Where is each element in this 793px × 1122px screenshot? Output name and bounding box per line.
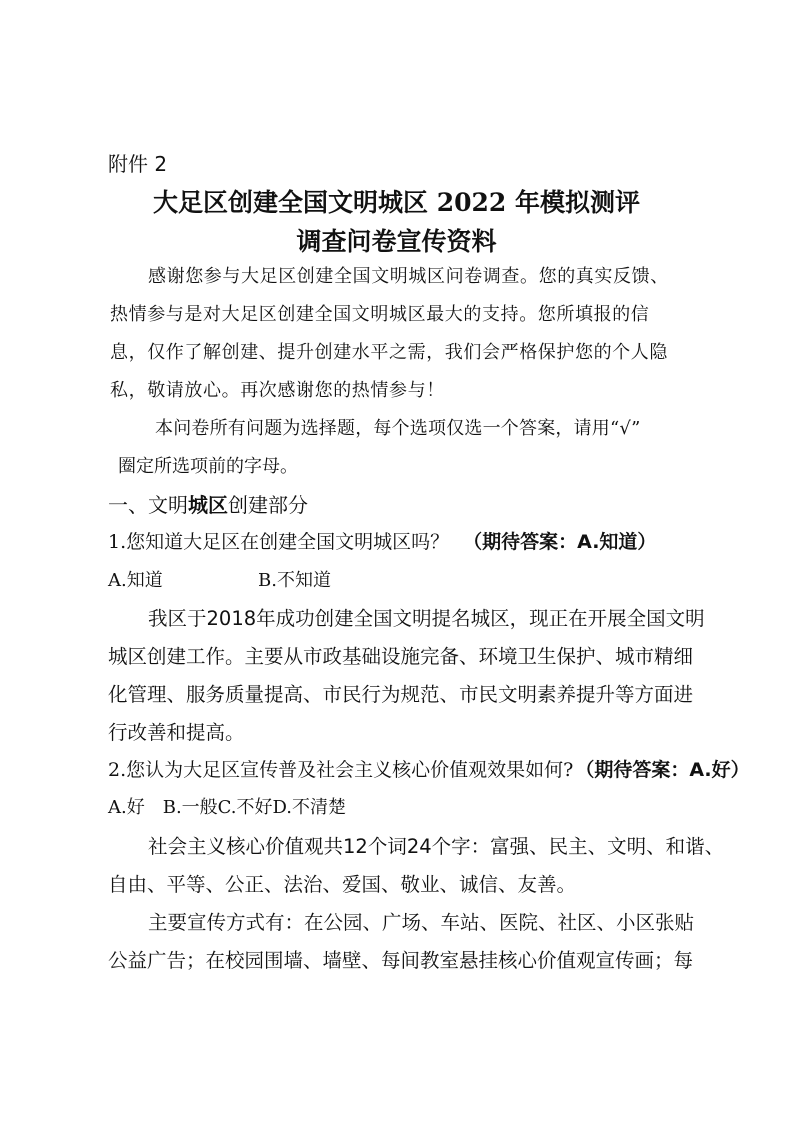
explanation-line: 社会主义核心价值观共12个词24个字：富强、民主、文明、和谐、 bbox=[148, 835, 725, 858]
document-title-line2: 调查问卷宣传资料 bbox=[296, 227, 497, 256]
explanation-line: 化管理、服务质量提高、市民行为规范、市民文明素养提升等方面进 bbox=[108, 683, 694, 706]
section-heading bbox=[108, 489, 308, 518]
instruction-line: 圈定所选项前的字母。 bbox=[118, 456, 298, 477]
question-2 bbox=[108, 755, 750, 782]
question-2-text: 2.您认为大足区宣传普及社会主义核心价值观效果如何? bbox=[108, 759, 574, 781]
intro-paragraph-line: 息，仅作了解创建、提升创建水平之需，我们会严格保护您的个人隐 bbox=[110, 342, 668, 363]
intro-paragraph-line: 感谢您参与大足区创建全国文明城区问卷调查。您的真实反馈、 bbox=[148, 266, 669, 287]
explanation-line: 公益广告；在校园围墙、墙壁、每间教室悬挂核心价值观宣传画；每 bbox=[108, 949, 694, 972]
explanation-line: 城区创建工作。主要从市政基础设施完备、环境卫生保护、城市精细 bbox=[108, 645, 694, 668]
intro-paragraph-line: 热情参与是对大足区创建全国文明城区最大的支持。您所填报的信 bbox=[110, 304, 650, 325]
section-heading-suffix: 创建部分 bbox=[228, 493, 308, 517]
question-1-expected-answer: （期待答案：A.知道） bbox=[463, 531, 657, 553]
question-1-option-a: A.知道 bbox=[108, 570, 163, 591]
explanation-line: 自由、平等、公正、法治、爱国、敬业、诚信、友善。 bbox=[108, 873, 577, 896]
explanation-line: 行改善和提高。 bbox=[108, 721, 245, 744]
question-1 bbox=[108, 527, 656, 554]
question-1-text: 1.您知道大足区在创建全国文明城区吗？ bbox=[108, 531, 450, 553]
instruction-line: 本问卷所有问题为选择题，每个选项仅选一个答案，请用“√” bbox=[155, 418, 641, 439]
document-title-line1: 大足区创建全国文明城区 2022 年模拟测评 bbox=[153, 188, 640, 217]
explanation-line: 我区于2018年成功创建全国文明提名城区，现正在开展全国文明 bbox=[148, 607, 705, 630]
explanation-line: 主要宣传方式有：在公园、广场、车站、医院、社区、小区张贴 bbox=[148, 911, 695, 934]
question-2-options: A.好 B.一般C.不好D.不清楚 bbox=[108, 797, 347, 818]
intro-paragraph-line: 私，敬请放心。再次感谢您的热情参与！ bbox=[110, 380, 445, 401]
section-heading-prefix: 一、文明 bbox=[108, 493, 188, 517]
section-heading-strong: 城区 bbox=[188, 493, 228, 517]
attachment-label: 附件 2 bbox=[108, 152, 168, 176]
question-1-option-b: B.不知道 bbox=[258, 570, 331, 591]
question-2-expected-answer: （期待答案：A.好） bbox=[575, 759, 750, 781]
